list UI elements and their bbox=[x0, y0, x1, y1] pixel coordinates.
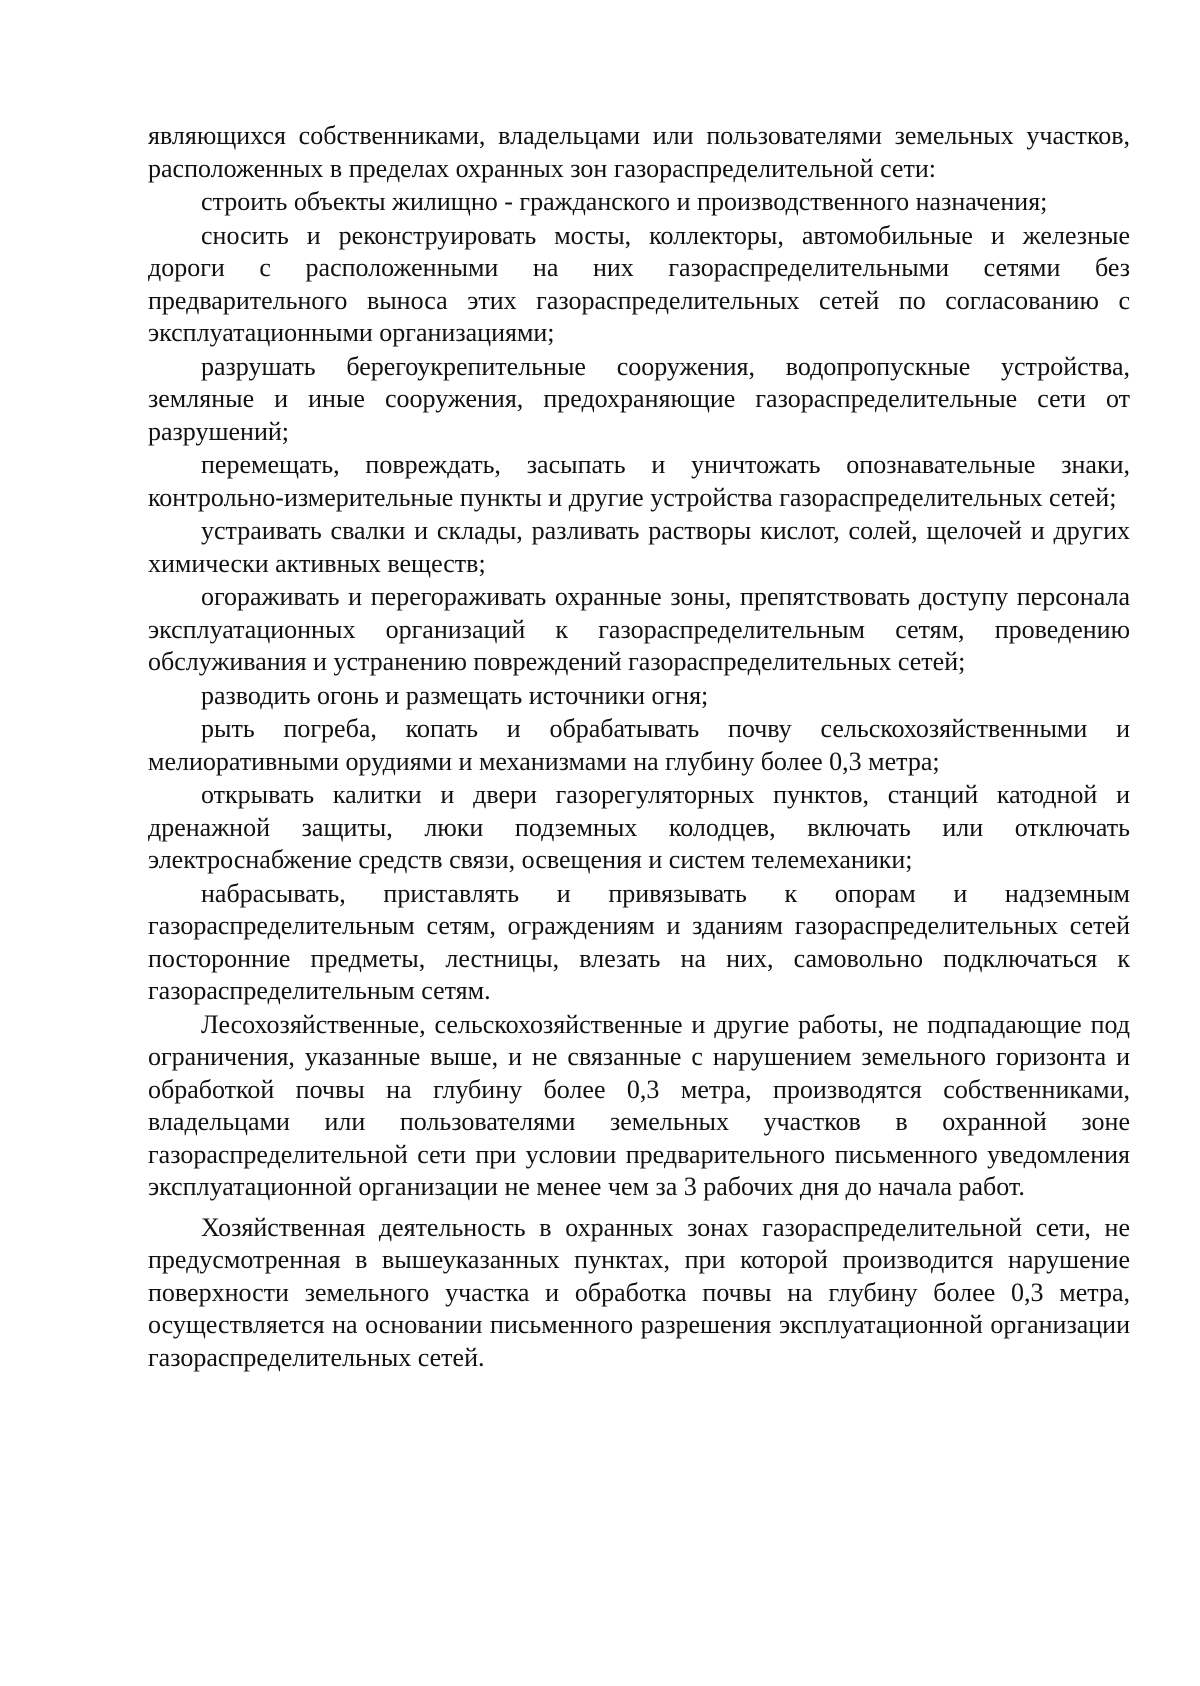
paragraph-forestry-works: Лесохозяйственные, сельскохозяйственные и другие работы, не подпадающие под ограничения, указанные выше, и не связанные с нарушением земельного горизонта и обработкой почвы на глубину более 0,3 метра, производятся собственниками, владельцами или пользователями земельных участков в охранной зоне газораспределительной сети при условии предварительного письменного уведомления эксплуатационной организации не менее чем за 3 рабочих дня до начала работ. bbox=[148, 1009, 1130, 1201]
paragraph-continuation: являющихся собственниками, владельцами или пользователями земельных участков, расположенных в пределах охранных зон газораспределительной сети: bbox=[148, 121, 1130, 183]
paragraph-prohibition-demolish: сносить и реконструировать мосты, коллекторы, автомобильные и железные дороги с расположенными на них газораспределительными сетями без предварительного выноса этих газораспределительных сетей по согласованию с эксплуатационными организациями; bbox=[148, 220, 1130, 347]
document-body bbox=[148, 120, 1130, 1374]
paragraph-prohibition-dig: рыть погреба, копать и обрабатывать почву сельскохозяйственными и мелиоративными орудиями и механизмами на глубину более 0,3 метра; bbox=[148, 714, 1130, 776]
paragraph-prohibition-open-doors: открывать калитки и двери газорегуляторных пунктов, станций катодной и дренажной защиты, люки подземных колодцев, включать или отключать электроснабжение средств связи, освещения и систем телемеханики; bbox=[148, 780, 1130, 874]
paragraph-prohibition-fire: разводить огонь и размещать источники огня; bbox=[201, 680, 709, 710]
paragraph-prohibition-dumps: устраивать свалки и склады, разливать растворы кислот, солей, щелочей и других химически активных веществ; bbox=[148, 516, 1130, 578]
paragraph-economic-activity: Хозяйственная деятельность в охранных зонах газораспределительной сети, не предусмотренная в вышеуказанных пунктах, при которой производится нарушение поверхности земельного участка и обработка почвы на глубину более 0,3 метра, осуществляется на основании письменного разрешения эксплуатационной организации газораспределительных сетей. bbox=[148, 1212, 1130, 1372]
paragraph-prohibition-move-signs: перемещать, повреждать, засыпать и уничтожать опознавательные знаки, контрольно-измерительные пункты и другие устройства газораспределительных сетей; bbox=[148, 450, 1130, 512]
paragraph-prohibition-fence: огораживать и перегораживать охранные зоны, препятствовать доступу персонала эксплуатационных организаций к газораспределительным сетям, проведению обслуживания и устранению повреждений газораспределительных сетей; bbox=[148, 582, 1130, 676]
paragraph-prohibition-attach-objects: набрасывать, приставлять и привязывать к опорам и надземным газораспределительным сетям, ограждениям и зданиям газораспределительных сетей посторонние предметы, лестницы, влезать на них, самовольно подключаться к газораспределительным сетям. bbox=[148, 878, 1130, 1005]
paragraph-prohibition-build: строить объекты жилищно - гражданского и производственного назначения; bbox=[201, 187, 1048, 216]
paragraph-prohibition-destroy-structures: разрушать берегоукрепительные сооружения, водопропускные устройства, земляные и иные сооружения, предохраняющие газораспределительные сети от разрушений; bbox=[148, 351, 1130, 446]
